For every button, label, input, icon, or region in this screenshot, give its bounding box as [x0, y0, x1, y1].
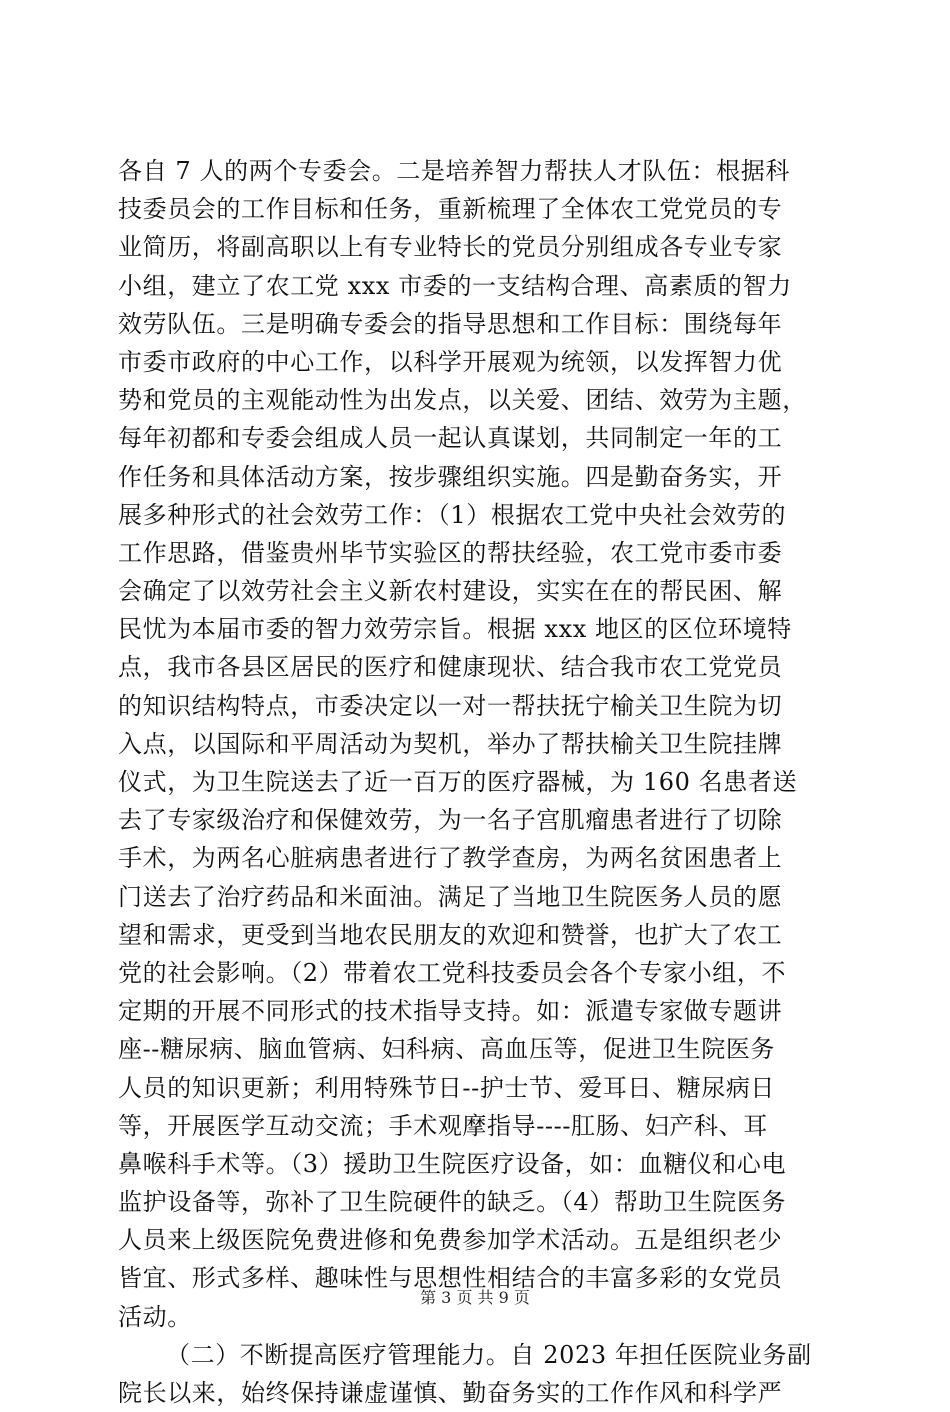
text-line: 望和需求，更受到当地农民朋友的欢迎和赞誉，也扩大了农工	[118, 920, 783, 949]
text-line: 入点，以国际和平周活动为契机，举办了帮扶榆关卫生院挂牌	[118, 729, 783, 758]
text-line: 会确定了以效劳社会主义新农村建设，实实在在的帮民困、解	[118, 577, 783, 606]
text-line: 小组，建立了农工党 xxx 市委的一支结构合理、高素质的智力	[118, 271, 792, 300]
text-line: 去了专家级治疗和保健效劳，为一名子宫肌瘤患者进行了切除	[118, 806, 783, 835]
text-line: 各自 7 人的两个专委会。二是培养智力帮扶人才队伍：根据科	[118, 157, 790, 185]
text-line: 市委市政府的中心工作，以科学开展观为统领，以发挥智力优	[118, 347, 783, 376]
text-line: 门送去了治疗药品和米面油。满足了当地卫生院医务人员的愿	[118, 882, 783, 911]
text-line: 展多种形式的社会效劳工作：（1）根据农工党中央社会效劳的	[118, 500, 787, 529]
text-line: 工作思路，借鉴贵州毕节实验区的帮扶经验，农工党市委市委	[118, 538, 783, 567]
text-line: 人员来上级医院免费进修和免费参加学术活动。五是组织老少	[118, 1226, 783, 1255]
text-line: 座--糖尿病、脑血管病、妇科病、高血压等，促进卫生院医务	[118, 1035, 776, 1064]
text-line: 活动。	[118, 1302, 192, 1331]
text-line: 效劳队伍。三是明确专委会的指导思想和工作目标：围绕每年	[118, 309, 783, 338]
text-line: 院长以来，始终保持谦虚谨慎、勤奋务实的工作作风和科学严	[118, 1379, 783, 1407]
text-line: 点，我市各县区居民的医疗和健康现状、结合我市农工党党员	[118, 653, 783, 682]
text-line: 监护设备等，弥补了卫生院硬件的缺乏。（4）帮助卫生院医务	[118, 1188, 787, 1217]
text-line: 技委员会的工作目标和任务，重新梳理了全体农工党党员的专	[118, 195, 783, 224]
text-line: 民忧为本届市委的智力效劳宗旨。根据 xxx 地区的区位环境特	[118, 615, 792, 644]
text-line: 手术，为两名心脏病患者进行了教学查房，为两名贫困患者上	[118, 844, 783, 873]
page-footer: 第 3 页 共 9 页	[420, 1288, 530, 1307]
text-line: 党的社会影响。（2）带着农工党科技委员会各个专家小组，不	[118, 958, 787, 987]
text-line: 鼻喉科手术等。（3）援助卫生院医疗设备，如：血糖仪和心电	[118, 1149, 787, 1178]
paragraph-heading-line: （二）不断提高医疗管理能力。自 2023 年担任医院业务副	[166, 1340, 812, 1369]
text-line: 势和党员的主观能动性为出发点，以关爱、团结、效劳为主题，	[118, 386, 807, 415]
text-line: 皆宜、形式多样、趣味性与思想性相结合的丰富多彩的女党员	[118, 1264, 783, 1293]
body-text	[118, 152, 834, 1412]
text-line: 等，开展医学互动交流；手术观摩指导----肛肠、妇产科、耳	[118, 1111, 768, 1140]
text-line: 定期的开展不同形式的技术指导支持。如：派遣专家做专题讲	[118, 997, 783, 1026]
text-line: 仪式，为卫生院送去了近一百万的医疗器械，为 160 名患者送	[118, 768, 798, 796]
text-line: 作任务和具体活动方案，按步骤组织实施。四是勤奋务实，开	[118, 462, 783, 491]
text-line: 每年初都和专委会组成人员一起认真谋划，共同制定一年的工	[118, 424, 783, 453]
text-line: 人员的知识更新；利用特殊节日--护士节、爱耳日、糖尿病日	[118, 1073, 776, 1102]
text-line: 业简历，将副高职以上有专业特长的党员分别组成各专业专家	[118, 233, 783, 262]
text-line: 的知识结构特点，市委决定以一对一帮扶抚宁榆关卫生院为切	[118, 691, 783, 720]
